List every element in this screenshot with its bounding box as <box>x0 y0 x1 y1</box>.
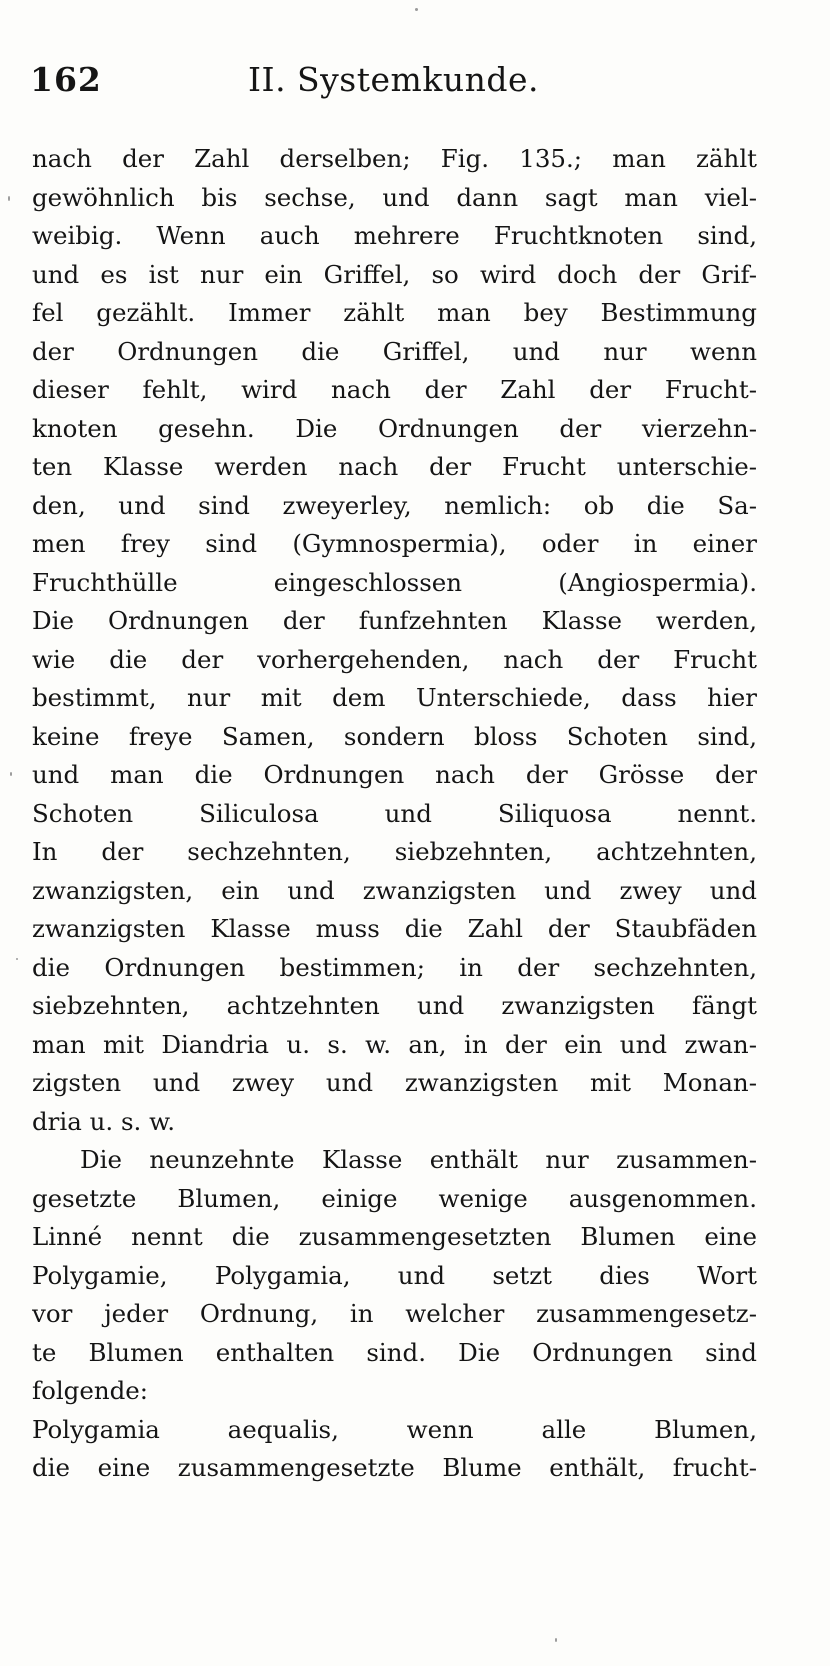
text-line: folgende: <box>32 1376 149 1405</box>
text-line: dria u. s. w. <box>32 1106 175 1136</box>
text-line: die eine zusammengesetzte Blume enthält, frucht- <box>32 1453 757 1482</box>
text-line: nach der Zahl derselben; Fig. 135.; man zählt <box>32 144 757 173</box>
text-line: Polygamie, Polygamia, und setzt dies Wort <box>32 1260 757 1290</box>
text-line: knoten gesehn. Die Ordnungen der vierzehn- <box>32 413 757 443</box>
text-line: Linné nennt die zusammengesetzten Blumen eine <box>32 1222 757 1251</box>
page-number: 162 <box>30 60 102 99</box>
text-line: Die Ordnungen der funfzehnten Klasse werden, <box>32 606 757 635</box>
text-line: siebzehnten, achtzehnten und zwanzigsten fängt <box>32 991 757 1020</box>
text-line: vor jeder Ordnung, in welcher zusammengesetz- <box>32 1299 757 1328</box>
text-line: Fruchthülle eingeschlossen (Angiospermia). <box>32 567 757 597</box>
text-line: keine freye Samen, sondern bloss Schoten sind, <box>32 721 757 751</box>
page-header <box>30 60 770 110</box>
text-line: der Ordnungen die Griffel, und nur wenn <box>32 336 757 366</box>
body-text <box>32 140 757 1488</box>
text-line: man mit Diandria u. s. w. an, in der ein und zwan- <box>32 1029 757 1059</box>
text-line: Schoten Siliculosa und Siliquosa nennt. <box>32 798 757 828</box>
text-line: gewöhnlich bis sechse, und dann sagt man viel- <box>32 182 757 212</box>
text-line: fel gezählt. Immer zählt man bey Bestimmung <box>32 298 757 327</box>
text-line: gesetzte Blumen, einige wenige ausgenommen. <box>32 1183 757 1213</box>
text-line: Polygamia aequalis, wenn alle Blumen, <box>32 1414 757 1444</box>
text-line: und man die Ordnungen nach der Grösse der <box>32 760 757 789</box>
text-line: zwanzigsten Klasse muss die Zahl der Staubfäden <box>32 914 757 943</box>
text-line: Die neunzehnte Klasse enthält nur zusammen- <box>80 1145 757 1174</box>
text-line: In der sechzehnten, siebzehnten, achtzehnten, <box>32 837 757 866</box>
text-line: und es ist nur ein Griffel, so wird doch der Grif- <box>32 259 757 289</box>
text-line: te Blumen enthalten sind. Die Ordnungen sind <box>32 1337 757 1367</box>
text-line: den, und sind zweyerley, nemlich: ob die Sa- <box>32 490 757 520</box>
text-line: dieser fehlt, wird nach der Zahl der Frucht- <box>32 375 757 404</box>
text-line: zigsten und zwey und zwanzigsten mit Monan- <box>32 1068 757 1097</box>
running-title: II. Systemkunde. <box>248 60 539 99</box>
text-line: bestimmt, nur mit dem Unterschiede, dass hier <box>32 683 757 712</box>
text-line: men frey sind (Gymnospermia), oder in einer <box>32 529 757 558</box>
text-line: weibig. Wenn auch mehrere Fruchtknoten sind, <box>32 221 757 250</box>
text-line: wie die der vorhergehenden, nach der Frucht <box>32 644 757 674</box>
text-line: ten Klasse werden nach der Frucht unterschie- <box>32 452 757 481</box>
text-line: zwanzigsten, ein und zwanzigsten und zwey und <box>32 875 757 905</box>
text-line: die Ordnungen bestimmen; in der sechzehnten, <box>32 952 757 982</box>
